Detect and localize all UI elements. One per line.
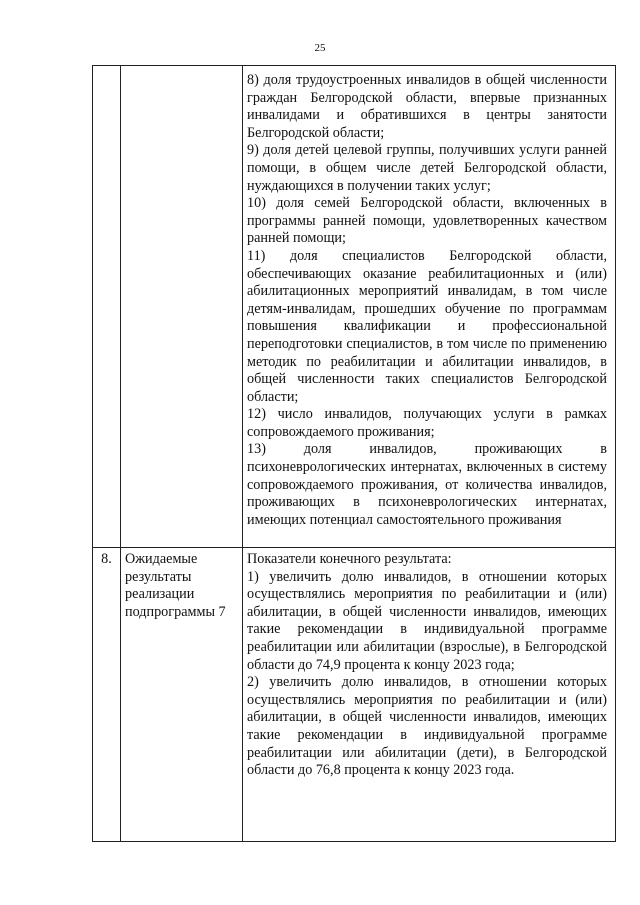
result-2: 2) увеличить долю инвалидов, в отношении которых осуществлялись мероприятия по реабилитации и (или) абилитации, в общей численности инвалидов, имеющих такие рекомендации в индивидуальной программе реабилитации или абилитации (дети), в Белгородской области до 76,8 процента к концу 2023 года.: [247, 674, 607, 779]
page-number: 25: [314, 42, 326, 54]
table-row: [93, 66, 616, 548]
table-row: [93, 548, 616, 842]
row-number-cell: [93, 66, 121, 548]
row-content-cell: [243, 66, 616, 548]
indicator-13: 13) доля инвалидов, проживающих в психоневрологических интернатах, включенных в систему сопровождаемого проживания, от количества инвалидов, проживающих в психоневрологических интернатах, имеющих потенциал самостоятельного проживания: [247, 441, 607, 528]
result-heading: Показатели конечного результата:: [247, 551, 452, 567]
row-content-cell: [243, 548, 616, 842]
row-number-cell: 8.: [93, 548, 121, 842]
row-title-cell: [121, 66, 243, 548]
indicator-9: 9) доля детей целевой группы, получивших услуги ранней помощи, в общем числе детей Белгородской области, нуждающихся в получении таких услуг;: [247, 142, 607, 194]
indicator-8: 8) доля трудоустроенных инвалидов в общей численности граждан Белгородской области, впервые признанных инвалидами и обратившихся в центры занятости Белгородской области;: [247, 72, 607, 141]
indicator-10: 10) доля семей Белгородской области, включенных в программы ранней помощи, удовлетворенных качеством ранней помощи;: [247, 195, 607, 247]
result-1: 1) увеличить долю инвалидов, в отношении которых осуществлялись мероприятия по реабилитации и (или) абилитации, в общей численности инвалидов, имеющих такие рекомендации в индивидуальной программе реабилитации или абилитации (взрослые), в Белгородской области до 74,9 процента к концу 2023 года;: [247, 568, 607, 673]
indicator-12: 12) число инвалидов, получающих услуги в рамках сопровождаемого проживания;: [247, 406, 607, 440]
indicator-11: 11) доля специалистов Белгородской области, обеспечивающих оказание реабилитационных и (или) абилитационных мероприятий инвалидам, в том числе детям-инвалидам, прошедших обучение по программам повышения квалификации и профессиональной переподготовки специалистов, в том числе по применению методик по реабилитации и абилитации инвалидов, в общей численности таких специалистов Белгородской области;: [247, 247, 607, 405]
row-title-cell: Ожидаемые результаты реализации подпрограммы 7: [121, 548, 243, 842]
subprogram-passport-table: [92, 65, 616, 842]
